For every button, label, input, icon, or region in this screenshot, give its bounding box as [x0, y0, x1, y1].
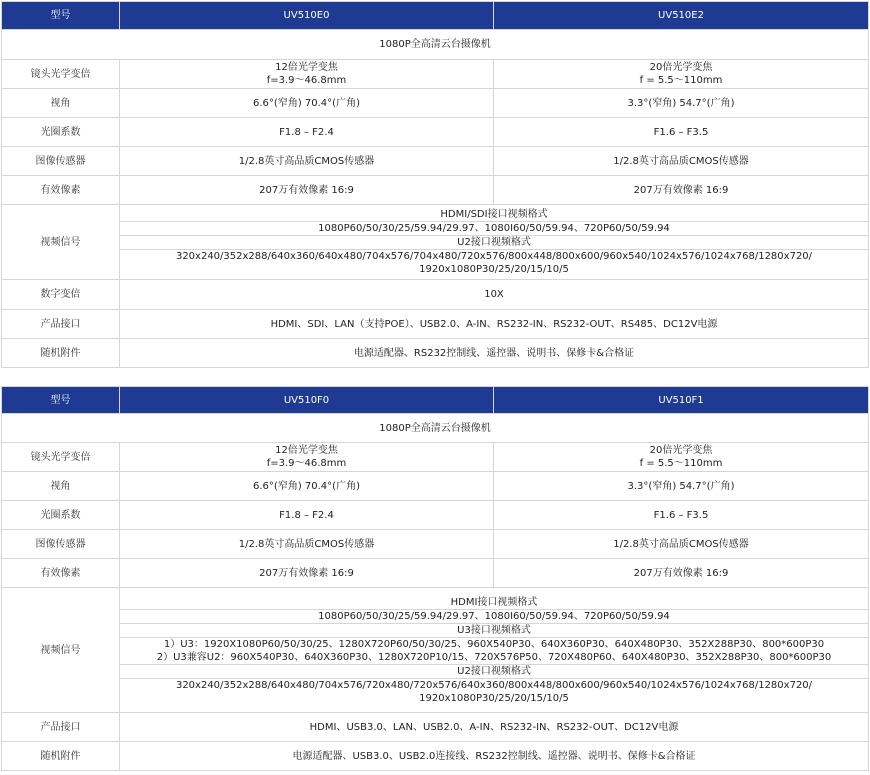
product-type-row: [2, 30, 869, 60]
header-label: 型号: [2, 2, 120, 30]
zoom-row: [2, 443, 869, 472]
row-label: 镜头光学变倍: [2, 443, 120, 472]
u2-format-title: U2接口视频格式: [120, 664, 868, 678]
u2-format-list: 1920x1080P30/25/20/15/10/5: [419, 692, 569, 704]
sensor-value: 1/2.8英寸高品质CMOS传感器: [494, 147, 869, 176]
zoom-value: [494, 443, 869, 472]
accessories-row: [2, 742, 869, 771]
model-name: UV510E2: [494, 2, 869, 30]
accessories-value: 电源适配器、RS232控制线、遥控器、说明书、保修卡&合格证: [120, 339, 869, 368]
pixels-row: [2, 176, 869, 205]
row-label: 随机附件: [2, 339, 120, 368]
sensor-value: 1/2.8英寸高品质CMOS传感器: [494, 530, 869, 559]
row-label: 产品接口: [2, 310, 120, 339]
focal-length: f=3.9～46.8mm: [266, 458, 347, 469]
interfaces-row: [2, 713, 869, 742]
sensor-row: [2, 147, 869, 176]
zoom-value: [120, 443, 494, 472]
u3-format-list: 2）U3兼容U2：960X540P30、640X360P30、1280X720P10/15、720X576P50、720X480P60、640X480P30、352X288P30、800*600P30: [156, 651, 832, 663]
u2-format-list: 1920x1080P30/25/20/15/10/5: [419, 264, 569, 275]
zoom-value: [494, 60, 869, 89]
focal-length: f=3.9～46.8mm: [266, 75, 347, 86]
video-row: [2, 588, 869, 713]
aperture-value: F1.6 – F3.5: [494, 118, 869, 147]
row-label: 视频信号: [2, 205, 120, 280]
zoom-line: 12倍光学变焦: [275, 62, 338, 73]
row-label: 光圈系数: [2, 501, 120, 530]
accessories-row: [2, 339, 869, 368]
u3-format-block: [120, 637, 868, 664]
aperture-row: [2, 501, 869, 530]
hdmi-format-list: 1080P60/50/30/25/59.94/29.97、1080I60/50/59.94、720P60/50/59.94: [120, 609, 868, 623]
pixels-row: [2, 559, 869, 588]
model-name: UV510E0: [120, 2, 494, 30]
row-label: 有效像素: [2, 176, 120, 205]
u2-format-list: 320x240/352x288/640x480/704x576/720x480/720x576/640x360/800x448/800x600/960x540/1024x576/1024x768/1280x720/: [175, 679, 813, 691]
zoom-value: [120, 60, 494, 89]
u2-format-block: [120, 249, 868, 276]
row-label: 图像传感器: [2, 530, 120, 559]
view-angle-value: 6.6°(窄角) 70.4°(广角): [120, 472, 494, 501]
video-row: [2, 205, 869, 280]
zoom-row: [2, 60, 869, 89]
video-formats: [120, 588, 869, 713]
aperture-value: F1.8 – F2.4: [120, 501, 494, 530]
sensor-value: 1/2.8英寸高品质CMOS传感器: [120, 147, 494, 176]
u3-format-title: U3接口视频格式: [120, 623, 868, 637]
hdmi-format-title: HDMI接口视频格式: [450, 596, 538, 608]
hdmi-format-title: HDMI/SDI接口视频格式: [440, 209, 548, 220]
aperture-value: F1.8 – F2.4: [120, 118, 494, 147]
aperture-row: [2, 118, 869, 147]
view-angle-value: 6.6°(窄角) 70.4°(广角): [120, 89, 494, 118]
row-label: 光圈系数: [2, 118, 120, 147]
header-label: 型号: [2, 387, 120, 414]
video-formats: [120, 205, 869, 280]
row-label: 视角: [2, 89, 120, 118]
zoom-line: 12倍光学变焦: [275, 445, 338, 456]
view-angle-row: [2, 472, 869, 501]
accessories-value: 电源适配器、USB3.0、USB2.0连接线、RS232控制线、遥控器、说明书、保修卡&合格证: [120, 742, 869, 771]
view-angle-value: 3.3°(窄角) 54.7°(广角): [494, 472, 869, 501]
u2-format-list: 320x240/352x288/640x360/640x480/704x576/704x480/720x576/800x448/800x600/960x540/1024x576/1024x768/1280x720/: [175, 251, 813, 262]
product-type: 1080P全高清云台摄像机: [2, 30, 869, 60]
spec-table-uv510f: [1, 386, 869, 771]
view-angle-row: [2, 89, 869, 118]
product-type: 1080P全高清云台摄像机: [2, 414, 869, 443]
digital-zoom-row: [2, 280, 869, 310]
row-label: 有效像素: [2, 559, 120, 588]
pixels-value: 207万有效像素 16:9: [120, 559, 494, 588]
header-row: [2, 387, 869, 414]
hdmi-format-list: 1080P60/50/30/25/59.94/29.97、1080I60/50/59.94、720P60/50/59.94: [120, 221, 868, 235]
pixels-value: 207万有效像素 16:9: [120, 176, 494, 205]
interfaces-row: [2, 310, 869, 339]
interfaces-value: HDMI、USB3.0、LAN、USB2.0、A-IN、RS232-IN、RS232-OUT、DC12V电源: [120, 713, 869, 742]
u2-format-title: U2接口视频格式: [120, 235, 868, 249]
row-label: 视频信号: [2, 588, 120, 713]
focal-length: f = 5.5～110mm: [639, 458, 723, 469]
spec-table-uv510e: [1, 1, 869, 368]
u2-format-block: [120, 678, 868, 705]
row-label: 镜头光学变倍: [2, 60, 120, 89]
u3-format-list: 1）U3：1920X1080P60/50/30/25、1280X720P60/50/30/25、960X540P30、640X360P30、640X480P30、352X288P30、800*600P30: [163, 638, 825, 650]
interfaces-value: HDMI、SDI、LAN（支持POE）、USB2.0、A-IN、RS232-IN、RS232-OUT、RS485、DC12V电源: [120, 310, 869, 339]
focal-length: f = 5.5～110mm: [639, 75, 723, 86]
zoom-line: 20倍光学变焦: [649, 62, 713, 73]
row-label: 数字变倍: [2, 280, 120, 310]
sensor-row: [2, 530, 869, 559]
row-label: 随机附件: [2, 742, 120, 771]
sensor-value: 1/2.8英寸高品质CMOS传感器: [120, 530, 494, 559]
row-label: 产品接口: [2, 713, 120, 742]
product-type-row: [2, 414, 869, 443]
header-row: [2, 2, 869, 30]
model-name: UV510F1: [494, 387, 869, 414]
digital-zoom-value: 10X: [120, 280, 869, 310]
pixels-value: 207万有效像素 16:9: [494, 176, 869, 205]
view-angle-value: 3.3°(窄角) 54.7°(广角): [494, 89, 869, 118]
zoom-line: 20倍光学变焦: [649, 445, 713, 456]
row-label: 图像传感器: [2, 147, 120, 176]
pixels-value: 207万有效像素 16:9: [494, 559, 869, 588]
model-name: UV510F0: [120, 387, 494, 414]
aperture-value: F1.6 – F3.5: [494, 501, 869, 530]
row-label: 视角: [2, 472, 120, 501]
